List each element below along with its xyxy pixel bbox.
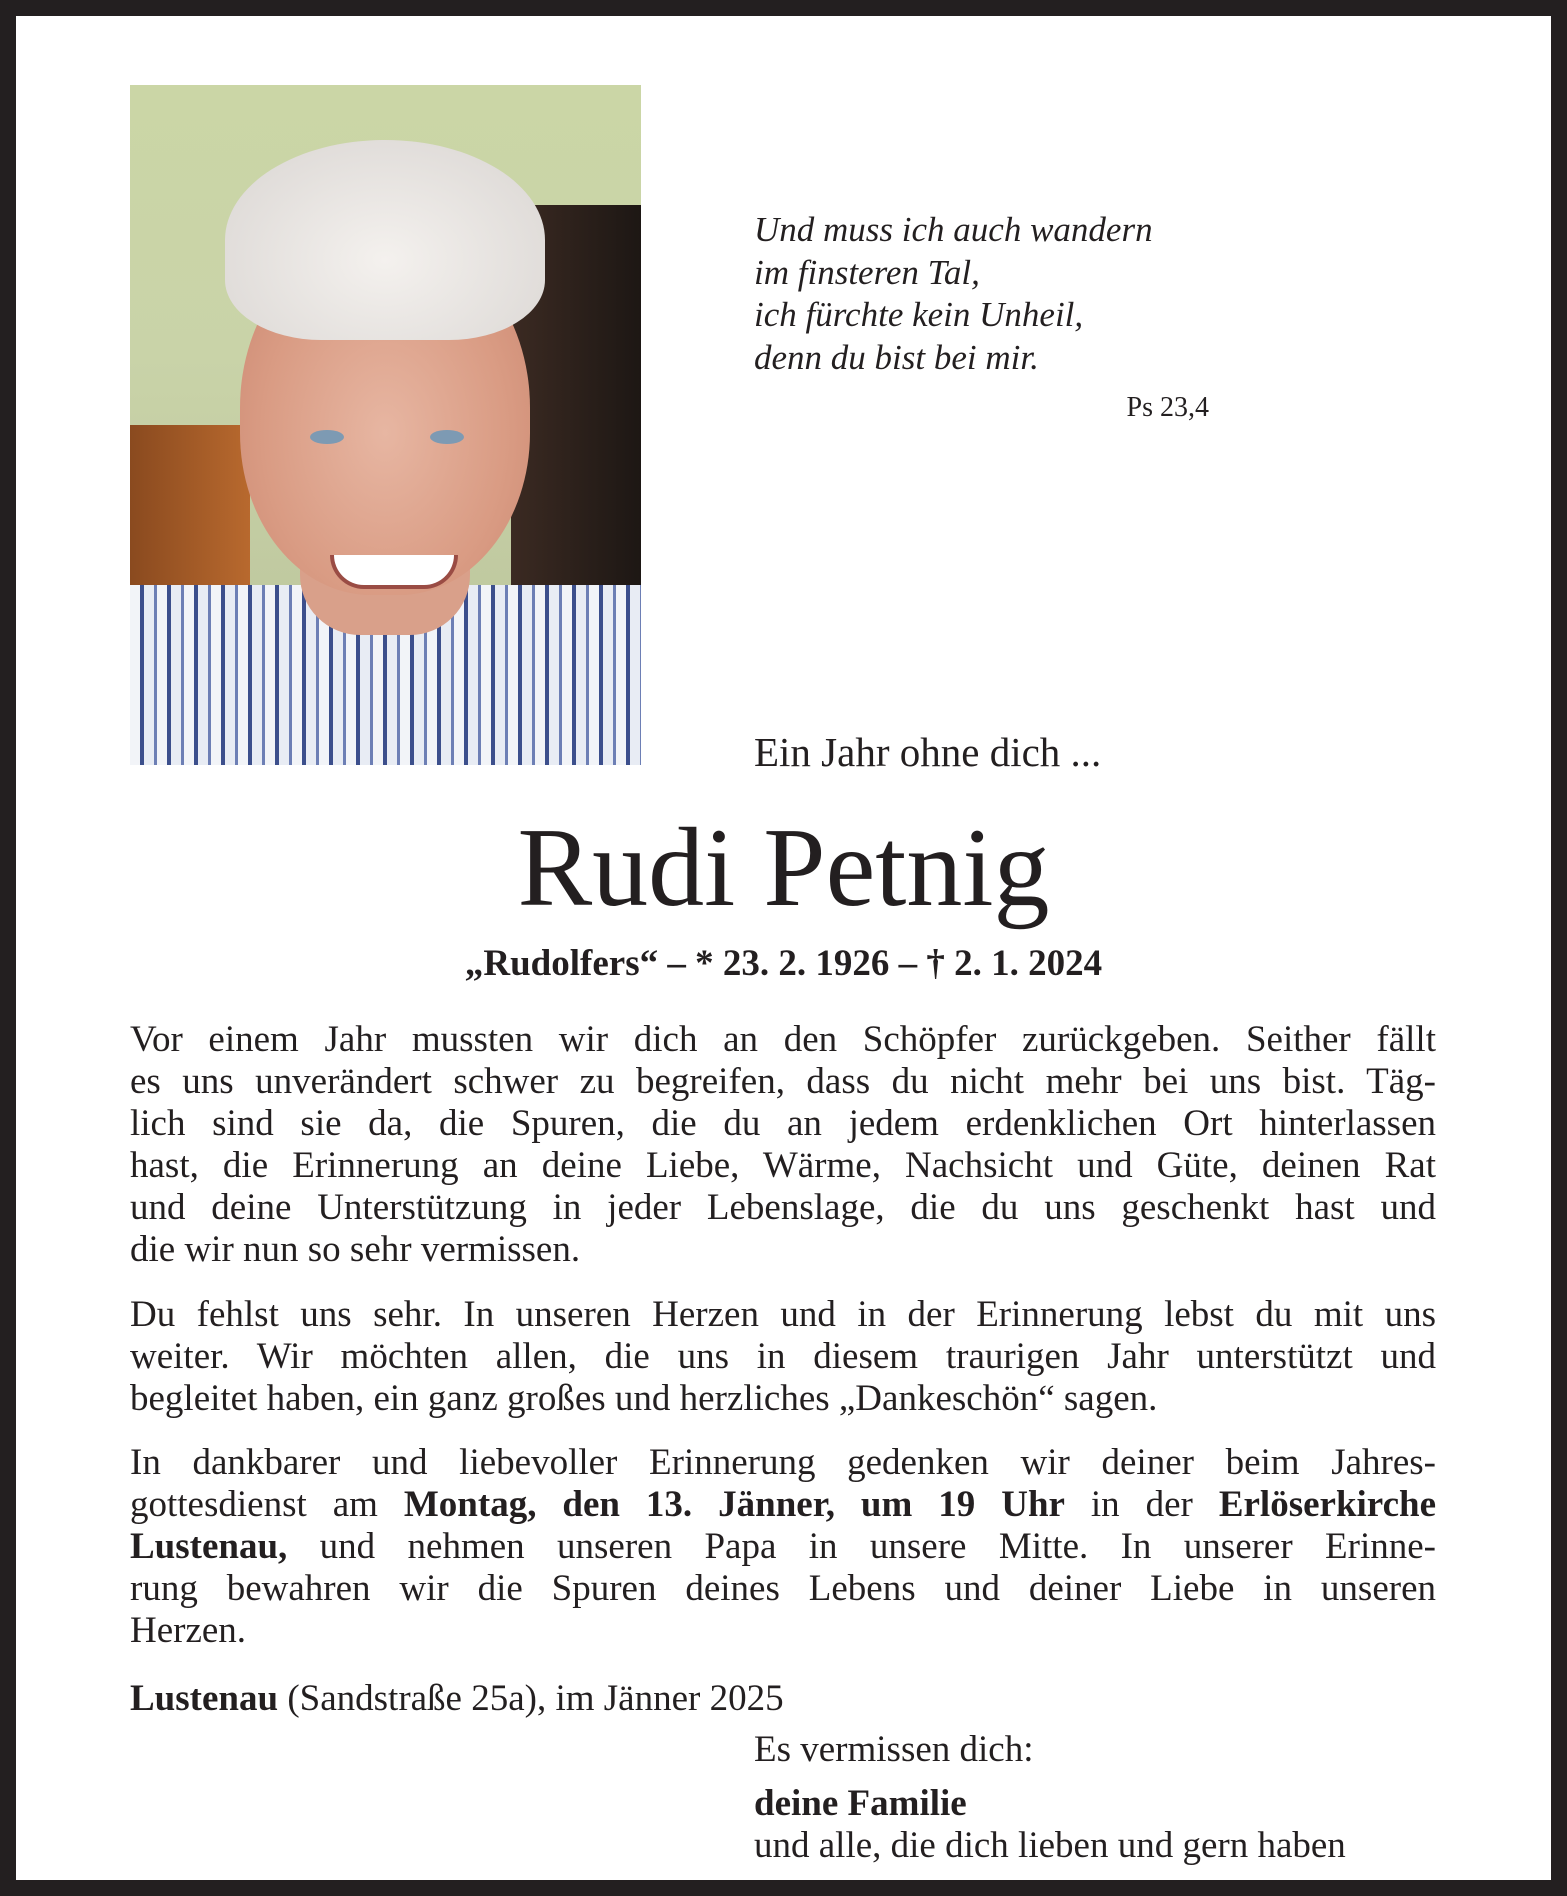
text-line bbox=[130, 1484, 1436, 1526]
text-segment: die wir nun so sehr vermissen. bbox=[130, 1229, 581, 1270]
life-dates: „Rudolfers“ – * 23. 2. 1926 – † 2. 1. 2024 bbox=[464, 943, 1103, 984]
text-line bbox=[130, 1145, 1436, 1187]
intro-text: Ein Jahr ohne dich ... bbox=[754, 729, 1102, 775]
text-line bbox=[130, 1019, 1436, 1061]
paragraph-1 bbox=[130, 1019, 1436, 1271]
text-line bbox=[130, 1610, 1436, 1652]
text-line bbox=[130, 1187, 1436, 1229]
text-line bbox=[130, 1336, 1436, 1378]
text-segment: Herzen. bbox=[130, 1610, 247, 1651]
text-line bbox=[130, 1294, 1436, 1336]
town: Lustenau bbox=[130, 1678, 279, 1719]
bold-text: Lustenau, bbox=[130, 1526, 288, 1567]
psalm-quote bbox=[754, 209, 1153, 379]
address-date: (Sandstraße 25a), im Jänner 2025 bbox=[287, 1678, 784, 1719]
signature-others: und alle, die dich lieben und gern haben bbox=[754, 1825, 1346, 1866]
text-line bbox=[130, 1442, 1436, 1484]
deceased-name: Rudi Petnig bbox=[517, 806, 1050, 930]
text-segment: Vor einem Jahr mussten wir dich an den Schöpfer zurückgeben. Seither fällt bbox=[130, 1019, 1436, 1060]
text-segment: in der bbox=[1064, 1484, 1219, 1525]
signature-family: deine Familie bbox=[754, 1783, 967, 1824]
text-segment: begleitet haben, ein ganz großes und herzliches „Dankeschön“ sagen. bbox=[130, 1378, 1158, 1419]
text-line bbox=[130, 1103, 1436, 1145]
place-date-line bbox=[130, 1678, 1436, 1720]
text-segment: und nehmen unseren Papa in unsere Mitte. In unserer Erinne- bbox=[287, 1526, 1436, 1567]
quote-reference: Ps 23,4 bbox=[1126, 392, 1209, 423]
quote-line: Und muss ich auch wandern bbox=[754, 210, 1153, 249]
text-segment: rung bewahren wir die Spuren deines Lebens und deiner Liebe in unseren bbox=[130, 1568, 1436, 1609]
signature-intro: Es vermissen dich: bbox=[754, 1729, 1034, 1770]
text-segment: es uns unverändert schwer zu begreifen, dass du nicht mehr bei uns bist. Täg- bbox=[130, 1061, 1436, 1102]
text-line bbox=[130, 1229, 1436, 1271]
quote-line: im finsteren Tal, bbox=[754, 252, 980, 292]
quote-line: ich fürchte kein Unheil, bbox=[754, 295, 1084, 334]
text-line bbox=[130, 1526, 1436, 1568]
bold-text: Montag, den 13. Jänner, um 19 Uhr bbox=[403, 1484, 1065, 1525]
text-line bbox=[130, 1568, 1436, 1610]
paragraph-3 bbox=[130, 1442, 1436, 1652]
text-segment: lich sind sie da, die Spuren, die du an jedem erdenklichen Ort hinterlassen bbox=[130, 1103, 1436, 1144]
text-segment: gottesdienst am bbox=[130, 1484, 404, 1525]
text-segment: weiter. Wir möchten allen, die uns in diesem traurigen Jahr unterstützt und bbox=[130, 1336, 1436, 1377]
portrait-photo bbox=[130, 85, 641, 765]
text-segment: hast, die Erinnerung an deine Liebe, Wärme, Nachsicht und Güte, deinen Rat bbox=[130, 1145, 1436, 1186]
text-segment: Du fehlst uns sehr. In unseren Herzen und in der Erinnerung lebst du mit uns bbox=[130, 1294, 1436, 1335]
bold-text: Erlöserkirche bbox=[1218, 1484, 1436, 1525]
text-line bbox=[130, 1061, 1436, 1103]
text-segment: und deine Unterstützung in jeder Lebenslage, die du uns geschenkt hast und bbox=[130, 1187, 1436, 1228]
paragraph-2 bbox=[130, 1294, 1436, 1420]
text-line bbox=[130, 1378, 1436, 1420]
text-segment: In dankbarer und liebevoller Erinnerung gedenken wir deiner beim Jahres- bbox=[130, 1442, 1436, 1483]
quote-line: denn du bist bei mir. bbox=[754, 337, 1039, 377]
